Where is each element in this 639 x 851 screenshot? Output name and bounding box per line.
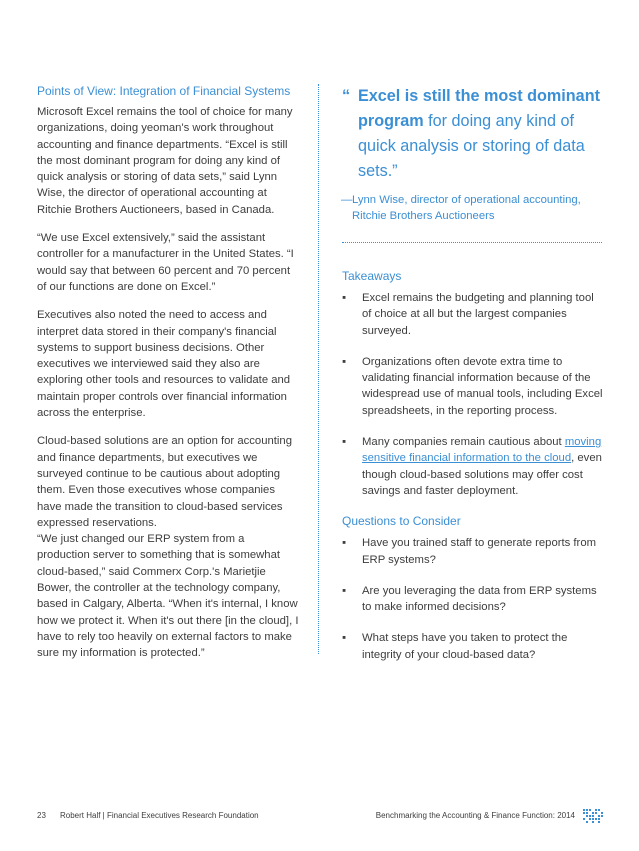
quote-attribution bbox=[342, 192, 604, 224]
takeaway-text: Organizations often devote extra time to validating financial information because of the widespread use of manual tools, including Excel spreadsheets, in the reporting process. bbox=[362, 355, 603, 417]
bullet-icon: ▪ bbox=[342, 292, 347, 304]
column-divider bbox=[318, 84, 319, 654]
bullet-icon: ▪ bbox=[342, 436, 347, 449]
left-column bbox=[37, 84, 299, 674]
section-title: Points of View: Integration of Financial Systems bbox=[37, 84, 291, 98]
takeaways-list bbox=[342, 290, 604, 499]
bullet-icon: ▪ bbox=[342, 355, 347, 368]
list-item bbox=[342, 354, 604, 419]
page-number: 23 bbox=[37, 811, 46, 820]
pull-quote-rest: for doing any kind of quick analysis or storing of data sets.” bbox=[358, 112, 585, 180]
attribution-dash: — bbox=[341, 194, 353, 206]
question-text: Have you trained staff to generate reports from ERP systems? bbox=[362, 537, 597, 566]
paragraph-2: “We use Excel extensively,” said the assistant controller for a manufacturer in the United States. “I would say that between 60 percent and 70 percent of our functions are done on Excel.” bbox=[37, 232, 294, 293]
attribution-text: Lynn Wise, director of operational accounting, Ritchie Brothers Auctioneers bbox=[352, 194, 581, 222]
footer-org: Robert Half | Financial Executives Research Foundation bbox=[60, 811, 259, 820]
bullet-icon: ▪ bbox=[342, 632, 347, 645]
quote-mark-icon: “ bbox=[342, 87, 351, 105]
pull-quote bbox=[342, 84, 604, 184]
takeaway-text: Excel remains the budgeting and planning tool of choice at all but the largest companies surveyed. bbox=[362, 292, 594, 337]
cloud-article-link[interactable]: moving sensitive financial information to the cloud bbox=[362, 436, 602, 465]
footer-title: Benchmarking the Accounting & Finance Function: 2014 bbox=[375, 811, 575, 820]
bullet-icon: ▪ bbox=[342, 537, 347, 550]
takeaway-text-pre: Many companies remain cautious about bbox=[362, 436, 565, 449]
right-column bbox=[342, 84, 604, 678]
paragraph-5: “We just changed our ERP system from a production server to something that is somewhat cloud-based,” said Commerx Corp.'s Marietjie Bower, the controller at the technology company, based in Calgary, Alberta. “When it's internal, I know how we protect it. When it's out there [in the cloud], I have to rely too heavily on external factors to make sure my information is protected.” bbox=[37, 533, 299, 660]
bullet-icon: ▪ bbox=[342, 584, 347, 597]
list-item bbox=[342, 583, 604, 616]
list-item bbox=[342, 535, 604, 568]
questions-list bbox=[342, 535, 604, 663]
question-text: Are you leveraging the data from ERP systems to make informed decisions? bbox=[362, 584, 597, 614]
pull-quote-bold: Excel is still the most dominant program bbox=[358, 87, 600, 130]
list-item bbox=[342, 434, 604, 499]
paragraph-1: Microsoft Excel remains the tool of choice for many organizations, doing yeoman's work throughout accounting and finance departments. “Excel is still the most dominant program for doing any kind of quick analysis or storing of data sets,” said Lynn Wise, the director of operational accounting at Ritchie Brothers Auctioneers, based in Canada. bbox=[37, 106, 293, 216]
list-item bbox=[342, 630, 604, 663]
list-item bbox=[342, 290, 604, 339]
takeaway-text-post: , even though cloud-based solutions may offer cost savings and faster deployment. bbox=[362, 452, 602, 497]
footer bbox=[37, 809, 603, 823]
paragraph-3: Executives also noted the need to access and interpret data stored in their company's financial systems to support business decisions. Other executives we interviewed said they also are exploring other tools and resources to validate and maintain proper controls over financial information across the enterprise. bbox=[37, 309, 291, 420]
takeaways-title: Takeaways bbox=[342, 269, 402, 283]
paragraph-4: Cloud-based solutions are an option for accounting and finance departments, but executives we surveyed continue to be cautious about adopting them. Even those executives whose companies have made the transition to cloud-based services expressed reservations. bbox=[37, 435, 292, 529]
question-text: What steps have you taken to protect the integrity of your cloud-based data? bbox=[362, 632, 568, 661]
questions-title: Questions to Consider bbox=[342, 514, 461, 529]
dot-grid-logo-icon bbox=[583, 808, 603, 824]
horizontal-divider bbox=[342, 242, 602, 243]
